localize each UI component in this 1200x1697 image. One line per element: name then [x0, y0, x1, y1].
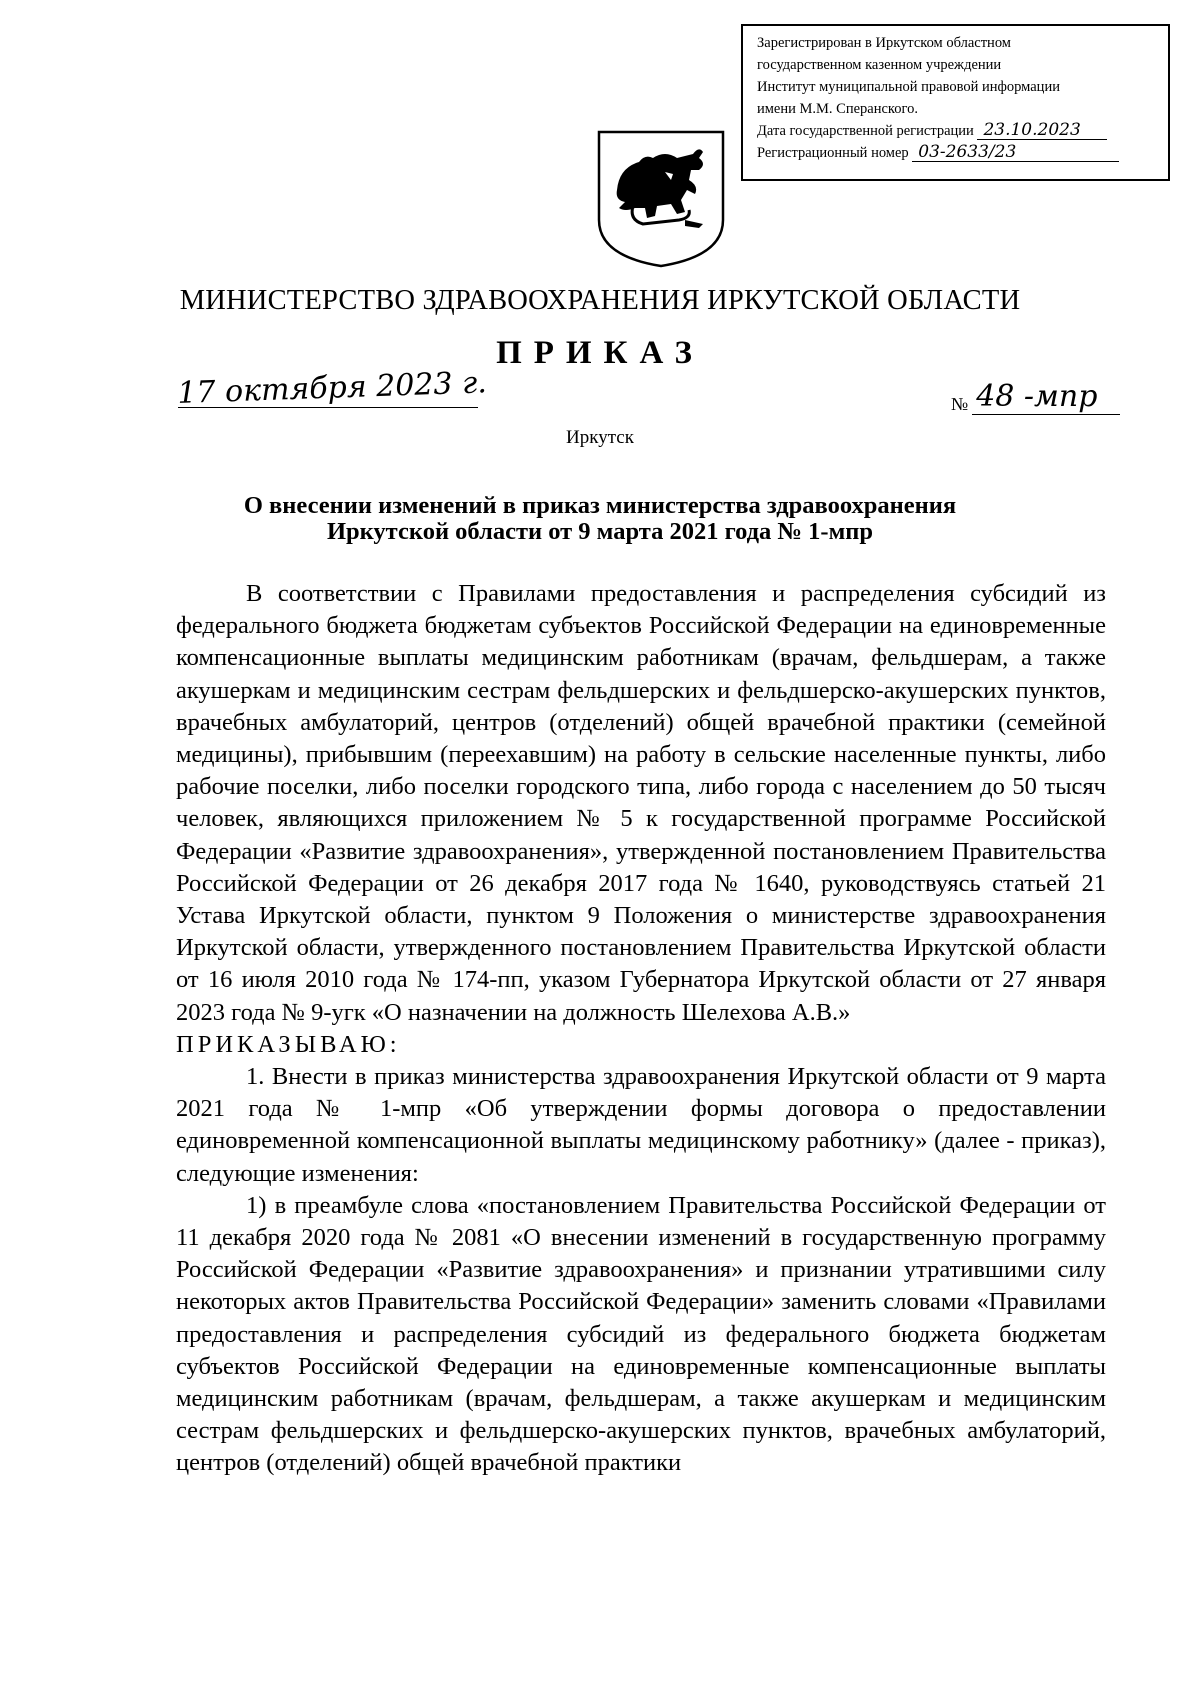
registration-number-label: Регистрационный номер	[757, 145, 909, 161]
preamble-paragraph: В соответствии с Правилами предоставления и распределения субсидий из федерального бюджета бюджетам субъектов Российской Федерации на единовременные компенсационные выплаты медицинским работникам (врачам, фельдшерам, а также акушеркам и медицинским сестрам фельдшерских и фельдшерско-акушерских пунктов, врачебных амбулаторий, центров (отделений) общей врачебной практики (семейной медицины), прибывшим (переехавшим) на работу в сельские населенные пункты, либо рабочие поселки, либо поселки городского типа, либо города с населением до 50 тысяч человек, являющихся приложением № 5 к государственной программе Российской Федерации «Развитие здравоохранения», утвержденной постановлением Правительства Российской Федерации от 26 декабря 2017 года № 1640, руководствуясь статьей 21 Устава Иркутской области, пунктом 9 Положения о министерстве здравоохранения Иркутской области, утвержденного постановлением Правительства Иркутской области от 16 июля 2010 года № 174-пп, указом Губернатора Иркутской области от 27 января 2023 года № 9-угк «О назначении на должность Шелехова А.В.»	[176, 580, 1106, 1026]
registration-date-label: Дата государственной регистрации	[757, 123, 974, 139]
order-number-sign: №	[951, 394, 969, 414]
order-number-handwritten: 48 -мпр	[972, 379, 1120, 415]
registration-line-4: имени М.М. Сперанского.	[757, 101, 918, 117]
registration-date-row	[757, 120, 1160, 142]
registration-line-3: Институт муниципальной правовой информации	[757, 79, 1060, 95]
ministry-name: МИНИСТЕРСТВО ЗДРАВООХРАНЕНИЯ ИРКУТСКОЙ ОБЛАСТИ	[179, 285, 1021, 316]
irkutsk-coat-of-arms-icon	[595, 128, 727, 270]
document-title	[160, 493, 1040, 545]
document-type: ПРИКАЗ	[496, 335, 704, 371]
order-word: ПРИКАЗЫВАЮ:	[176, 1030, 401, 1058]
registration-number-value: 03-2633/23	[912, 143, 1119, 162]
registration-stamp-shadow-line	[745, 180, 1170, 185]
order-date	[176, 365, 498, 411]
item-1-paragraph: 1. Внести в приказ министерства здравоохранения Иркутской области от 9 марта 2021 года № 1-мпр «Об утверждении формы договора о предоставлении единовременной компенсационной выплаты медицинскому работнику» (далее - приказ), следующие изменения:	[176, 1063, 1106, 1187]
order-number	[951, 379, 1120, 415]
registration-line-1: Зарегистрирован в Иркутском областном	[757, 35, 1011, 51]
registration-number-row	[757, 142, 1160, 164]
item-1-subitem-1-paragraph: 1) в преамбуле слова «постановлением Правительства Российской Федерации от 11 декабря 2020 года № 2081 «О внесении изменений в государственную программу Российской Федерации «Развитие здравоохранения» и признании утратившими силу некоторых актов Правительства Российской Федерации» заменить словами «Правилами предоставления и распределения субсидий из федерального бюджета бюджетам субъектов Российской Федерации на единовременные компенсационные выплаты медицинским работникам (врачам, фельдшерам, а также акушеркам и медицинским сестрам фельдшерских и фельдшерско-акушерских пунктов, врачебных амбулаторий, центров (отделений) общей врачебной практики	[176, 1191, 1106, 1477]
order-date-handwritten: 17 октября 2023 г.	[176, 365, 488, 411]
city: Иркутск	[566, 427, 634, 448]
document-title-line-1: О внесении изменений в приказ министерства здравоохранения	[243, 492, 957, 519]
registration-line-2: государственном казенном учреждении	[757, 57, 1002, 73]
registration-date-value: 23.10.2023	[977, 121, 1107, 140]
document-body	[176, 578, 1106, 1480]
registration-stamp	[741, 24, 1170, 181]
document-title-line-2: Иркутской области от 9 марта 2021 года № 1-мпр	[326, 518, 873, 545]
